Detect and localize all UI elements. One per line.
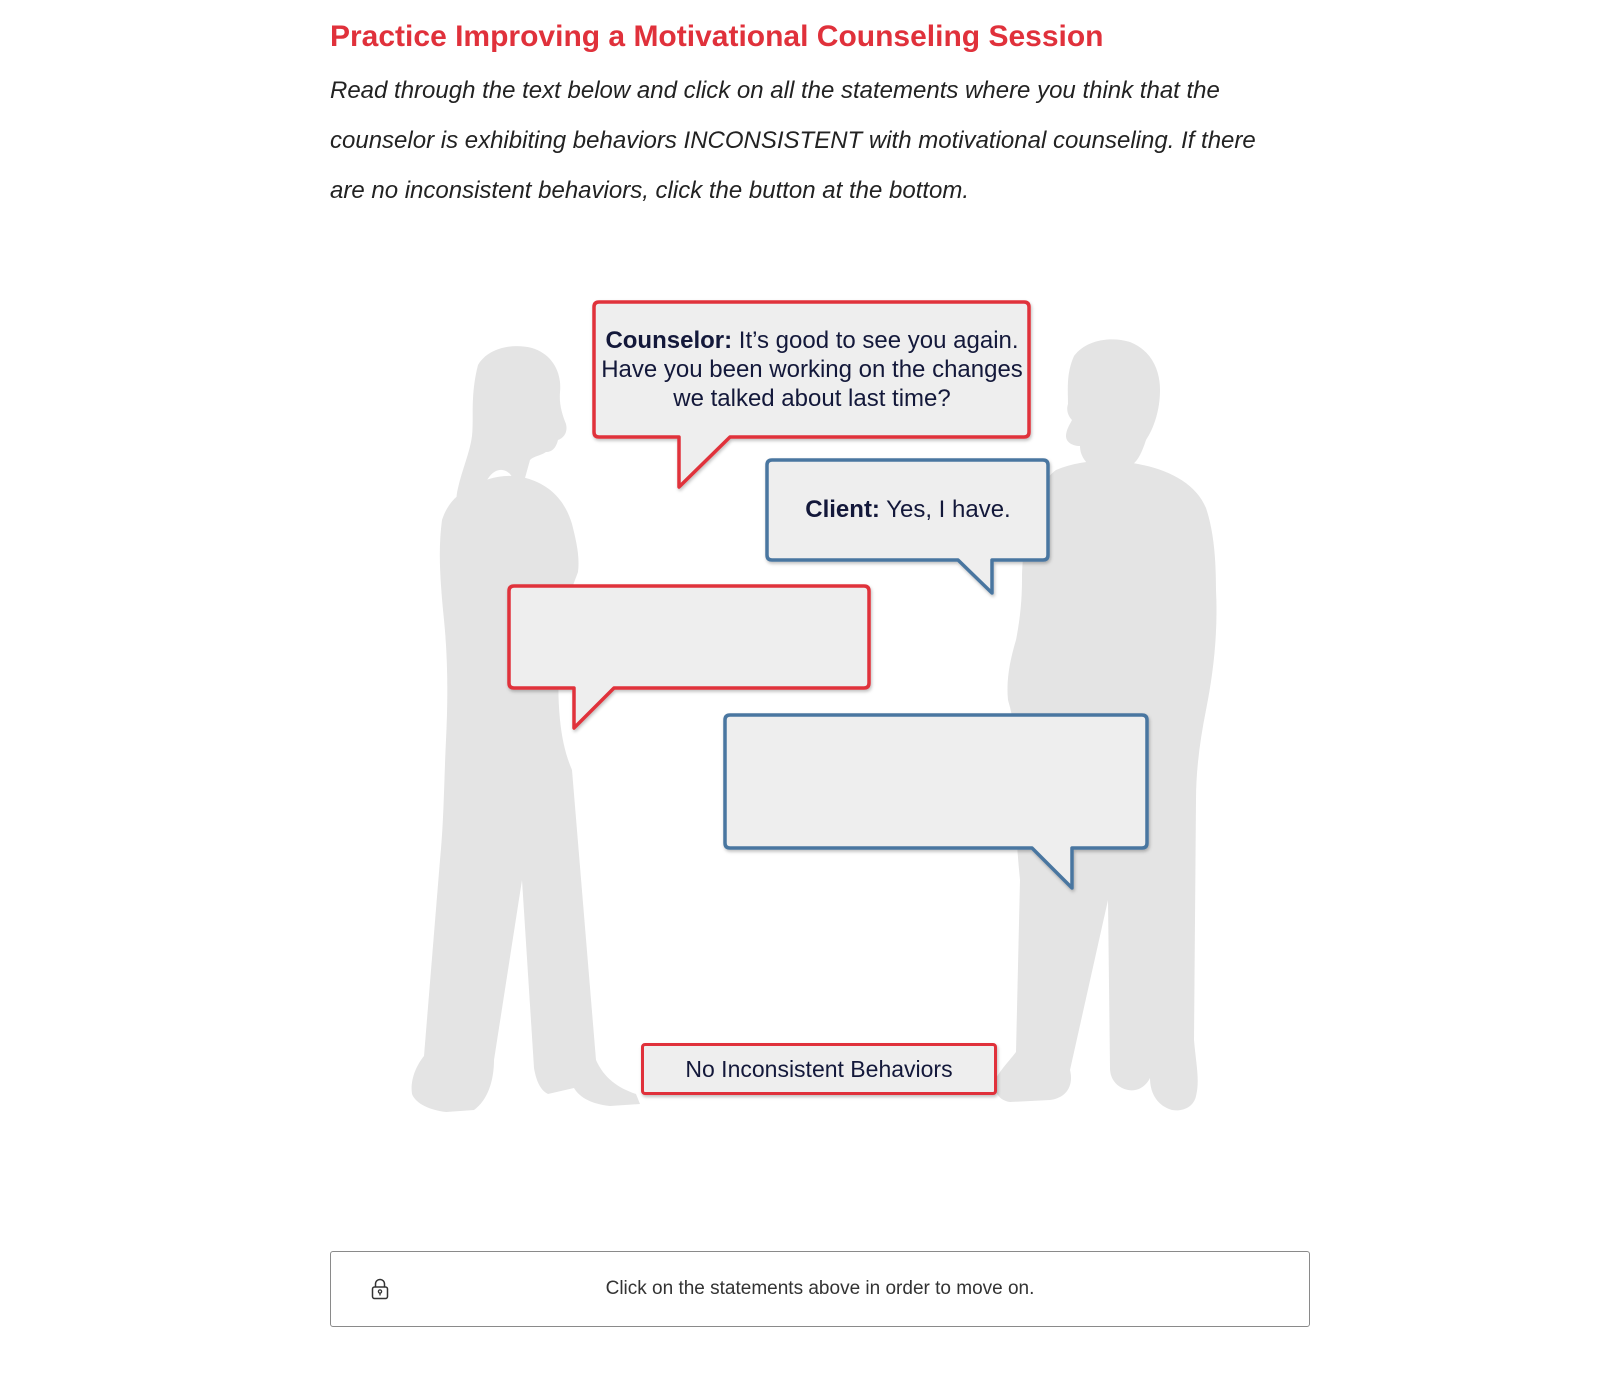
client-speaker-label: Client: [805,496,880,523]
counselor-statement-text: It’s good to see you again. Have you been working on the changes we talked about last time? [601,327,1023,412]
client-bubble-1[interactable] [767,460,1048,593]
counselor-bubble-2[interactable] [509,586,869,728]
counselor-statement-1[interactable] [600,326,1024,413]
no-inconsistent-behaviors-button[interactable]: No Inconsistent Behaviors [641,1043,997,1095]
continue-lock-message: Click on the statements above in order to move on. [605,1278,1035,1299]
instructions-text: Read through the text below and click on all the statements where you think that the counselor is exhibiting behaviors INCONSISTENT with motivational counseling. If there are no inconsistent behaviors, click the button at the bottom. [330,77,1256,204]
counselor-speaker-label: Counselor: [605,327,733,354]
client-statement-text: Yes, I have. [879,496,1011,523]
page-title: Practice Improving a Motivational Counseling Session [330,20,1104,53]
client-statement-1[interactable] [770,495,1046,524]
woman-silhouette [412,346,640,1112]
continue-lock-bar [330,1251,1310,1327]
